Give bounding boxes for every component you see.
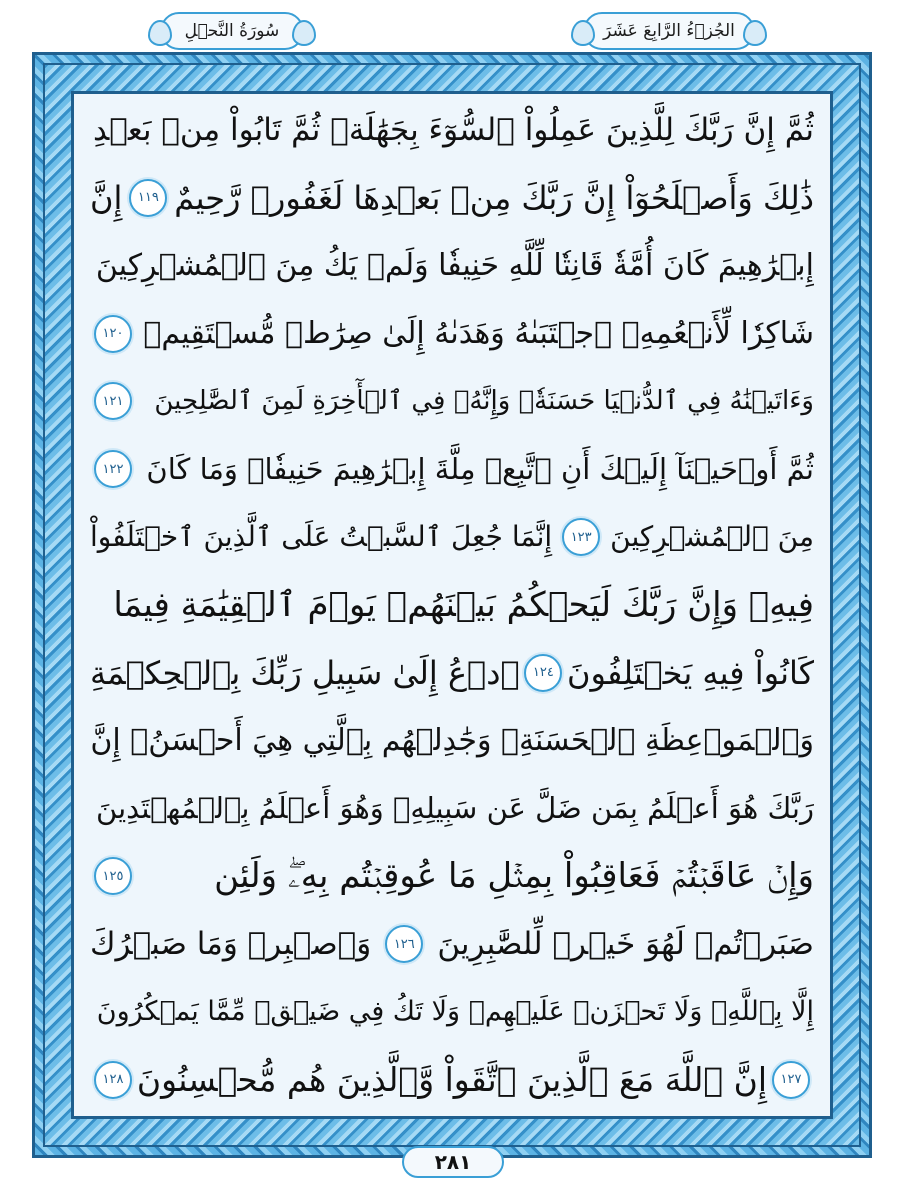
verse-text: ذَٰلِكَ وَأَصۡلَحُوٓاْ إِنَّ رَبَّكَ مِنۢ بَعۡدِهَا لَغَفُورٞ رَّحِيمٌ xyxy=(174,178,814,217)
ayah-number-marker: ١٢٦ xyxy=(385,925,423,963)
ayah-number-marker: ١٢٠ xyxy=(94,315,132,353)
verse-line xyxy=(90,575,814,635)
ayah-number-marker: ١٢٧ xyxy=(772,1061,810,1099)
verse-text: شَاكِرٗا لِّأَنۡعُمِهِۚ ٱجۡتَبَىٰهُ وَهَدَىٰهُ إِلَىٰ صِرَٰطٖ مُّسۡتَقِيمٖ xyxy=(143,315,814,351)
verse-line xyxy=(90,778,814,838)
text-panel xyxy=(71,91,833,1119)
ayah-number-marker: ١١٩ xyxy=(129,179,167,217)
verse-line xyxy=(90,914,814,974)
verse-text: كَانُواْ فِيهِ يَخۡتَلِفُونَ xyxy=(567,653,814,692)
verse-text: مِنَ ٱلۡمُشۡرِكِينَ xyxy=(610,520,814,554)
surah-name-plaque xyxy=(160,12,304,50)
ayah-number-marker: ١٢٨ xyxy=(94,1061,132,1099)
ayah-number-marker: ١٢٤ xyxy=(524,654,562,692)
verse-line xyxy=(90,846,814,906)
verse-line xyxy=(90,439,814,499)
page-number: ٢٨١ xyxy=(402,1146,504,1178)
ayah-number-marker: ١٢٣ xyxy=(562,518,600,556)
verse-text: ٱدۡعُ إِلَىٰ سَبِيلِ رَبِّكَ بِٱلۡحِكۡمَةِ xyxy=(90,653,520,692)
juz-name-plaque xyxy=(583,12,755,50)
verse-text: إِنَّمَا جُعِلَ ٱلسَّبۡتُ عَلَى ٱلَّذِينَ ٱخۡتَلَفُواْ xyxy=(90,520,553,554)
verse-text: وَٱلۡمَوۡعِظَةِ ٱلۡحَسَنَةِۖ وَجَٰدِلۡهُم بِٱلَّتِي هِيَ أَحۡسَنُۚ إِنَّ xyxy=(90,722,814,758)
verse-text: ثُمَّ إِنَّ رَبَّكَ لِلَّذِينَ عَمِلُواْ ٱلسُّوٓءَ بِجَهَٰلَةٖ ثُمَّ تَابُواْ مِنۢ بَعۡدِ xyxy=(93,112,814,148)
surah-name: سُورَةُ النَّحۡلِ xyxy=(184,21,280,41)
verse-text: وَءَاتَيۡنَٰهُ فِي ٱلدُّنۡيَا حَسَنَةٗۖ وَإِنَّهُۥ فِي ٱلۡأٓخِرَةِ لَمِنَ ٱلصَّٰلِحِينَ xyxy=(154,386,814,417)
verse-line xyxy=(90,711,814,771)
verse-text: صَبَرۡتُمۡ لَهُوَ خَيۡرٞ لِّلصَّٰبِرِينَ xyxy=(437,926,814,963)
verse-line xyxy=(90,1050,814,1110)
ayah-number-marker: ١٢١ xyxy=(94,382,132,420)
verse-line xyxy=(90,507,814,567)
verses-block xyxy=(90,100,814,1110)
verse-text: وَإِنۡ عَاقَبۡتُمۡ فَعَاقِبُواْ بِمِثۡلِ مَا عُوقِبۡتُم بِهِۦۖ وَلَئِن xyxy=(214,856,814,897)
verse-text: وَٱصۡبِرۡ وَمَا صَبۡرُكَ xyxy=(90,926,372,963)
juz-name: الجُزۡءُ الرَّابِعَ عَشَرَ xyxy=(603,21,735,41)
verse-line xyxy=(90,371,814,431)
verse-text: ثُمَّ أَوۡحَيۡنَآ إِلَيۡكَ أَنِ ٱتَّبِعۡ مِلَّةَ إِبۡرَٰهِيمَ حَنِيفٗاۖ وَمَا كَانَ xyxy=(146,452,814,487)
verse-line xyxy=(90,168,814,228)
verse-text: رَبَّكَ هُوَ أَعۡلَمُ بِمَن ضَلَّ عَن سَبِيلِهِۦ وَهُوَ أَعۡلَمُ بِٱلۡمُهۡتَدِينَ xyxy=(96,791,814,826)
ayah-number-marker: ١٢٢ xyxy=(94,450,132,488)
verse-line xyxy=(90,236,814,296)
verse-text: فِيهِۚ وَإِنَّ رَبَّكَ لَيَحۡكُمُ بَيۡنَهُمۡ يَوۡمَ ٱلۡقِيَٰمَةِ فِيمَا xyxy=(113,584,814,625)
verse-line xyxy=(90,100,814,160)
verse-text: إِنَّ ٱللَّهَ مَعَ ٱلَّذِينَ ٱتَّقَواْ وَّٱلَّذِينَ هُم مُّحۡسِنُونَ xyxy=(136,1059,768,1099)
verse-line xyxy=(90,304,814,364)
ornamental-frame xyxy=(32,52,872,1158)
verse-line xyxy=(90,982,814,1042)
ayah-number-marker: ١٢٥ xyxy=(94,857,132,895)
verse-text: إِبۡرَٰهِيمَ كَانَ أُمَّةٗ قَانِتٗا لِّلَّهِ حَنِيفٗا وَلَمۡ يَكُ مِنَ ٱلۡمُشۡرِكِينَ xyxy=(95,247,814,283)
verse-text: إِنَّ xyxy=(90,178,123,217)
verse-text: إِلَّا بِٱللَّهِۚ وَلَا تَحۡزَنۡ عَلَيۡهِمۡ وَلَا تَكُ فِي ضَيۡقٖ مِّمَّا يَمۡكُرُونَ xyxy=(96,995,814,1027)
verse-line xyxy=(90,643,814,703)
